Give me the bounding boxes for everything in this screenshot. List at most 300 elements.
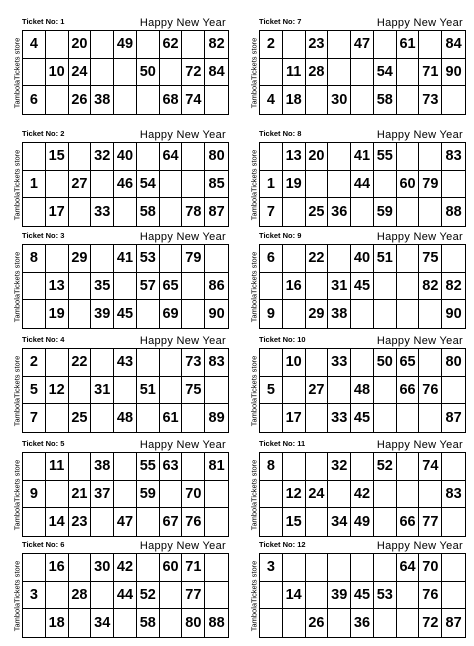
ticket-cell: 11 xyxy=(283,59,306,87)
ticket-cell xyxy=(69,377,92,405)
ticket-cell: 81 xyxy=(205,453,228,481)
ticket-cell: 83 xyxy=(442,143,465,171)
ticket-cell xyxy=(397,300,420,328)
ticket-cell: 62 xyxy=(160,31,183,59)
ticket-cell: 82 xyxy=(419,273,442,301)
ticket-cell: 18 xyxy=(46,609,69,637)
ticket-cell: 3 xyxy=(260,554,283,582)
ticket-cell xyxy=(137,404,160,432)
ticket-cell xyxy=(397,273,420,301)
ticket-cell xyxy=(283,245,306,273)
ticket-cell xyxy=(260,481,283,509)
ticket-cell xyxy=(306,86,329,114)
ticket-cell xyxy=(160,171,183,199)
ticket-cell: 77 xyxy=(182,582,205,610)
ticket-cell: 11 xyxy=(46,453,69,481)
ticket-cell xyxy=(328,481,351,509)
ticket-cell: 18 xyxy=(283,86,306,114)
ticket-cell xyxy=(160,377,183,405)
ticket-cell: 72 xyxy=(182,59,205,87)
ticket-greeting: Happy New Year xyxy=(376,17,463,29)
ticket-cell: 89 xyxy=(208,410,225,427)
ticket-cell: 22 xyxy=(306,245,329,273)
ticket-cell: 52 xyxy=(374,453,397,481)
ticket-cell xyxy=(397,198,420,226)
ticket-cell: 45 xyxy=(351,404,374,432)
ticket-cell xyxy=(46,349,69,377)
ticket-cell: 32 xyxy=(328,453,351,481)
ticket-cell: 43 xyxy=(114,349,137,377)
ticket-cell: 57 xyxy=(137,273,160,301)
ticket-cell xyxy=(351,86,374,114)
ticket-cell: 13 xyxy=(283,143,306,171)
ticket-cell xyxy=(69,453,92,481)
ticket-greeting: Happy New Year xyxy=(139,335,226,347)
ticket-10 xyxy=(249,438,466,537)
ticket-cell: 55 xyxy=(374,143,397,171)
ticket-cell: 33 xyxy=(328,349,351,377)
ticket-greeting: Happy New Year xyxy=(139,540,226,552)
ticket-cell xyxy=(182,143,205,171)
ticket-cell: 87 xyxy=(445,410,462,427)
ticket-cell: 45 xyxy=(114,300,137,328)
ticket-side-label xyxy=(249,30,259,115)
ticket-cell: 19 xyxy=(46,300,69,328)
ticket-cell: 74 xyxy=(419,453,442,481)
ticket-cell: 84 xyxy=(442,31,465,59)
ticket-grid xyxy=(22,30,229,115)
ticket-number: Ticket No: 11 xyxy=(259,439,306,448)
ticket-cell xyxy=(397,143,420,171)
ticket-cell xyxy=(306,508,329,536)
ticket-cell: 13 xyxy=(46,273,69,301)
ticket-7 xyxy=(12,334,229,433)
ticket-cell: 75 xyxy=(182,377,205,405)
ticket-grid xyxy=(259,553,466,638)
ticket-cell: 72 xyxy=(419,609,442,637)
ticket-cell: 33 xyxy=(91,198,114,226)
ticket-cell xyxy=(283,554,306,582)
ticket-cell xyxy=(306,554,329,582)
ticket-cell: 59 xyxy=(374,198,397,226)
ticket-cell xyxy=(351,59,374,87)
ticket-number: Ticket No: 10 xyxy=(259,335,306,344)
ticket-cell xyxy=(328,245,351,273)
ticket-cell xyxy=(397,245,420,273)
ticket-cell xyxy=(91,349,114,377)
ticket-cell: 36 xyxy=(328,198,351,226)
ticket-cell xyxy=(69,273,92,301)
ticket-cell: 16 xyxy=(46,554,69,582)
ticket-cell: 65 xyxy=(397,349,420,377)
ticket-cell: 1 xyxy=(260,171,283,199)
ticket-cell: 80 xyxy=(205,143,228,171)
ticket-cell: 34 xyxy=(91,609,114,637)
ticket-cell xyxy=(328,554,351,582)
ticket-cell xyxy=(205,582,228,610)
ticket-cell: 28 xyxy=(69,582,92,610)
ticket-cell xyxy=(69,554,92,582)
ticket-greeting: Happy New Year xyxy=(376,540,463,552)
ticket-cell xyxy=(160,582,183,610)
ticket-cell: 74 xyxy=(182,86,205,114)
ticket-cell: 19 xyxy=(283,171,306,199)
ticket-cell xyxy=(328,609,351,637)
ticket-cell: 58 xyxy=(137,198,160,226)
ticket-number: Ticket No: 4 xyxy=(22,335,65,344)
ticket-grid xyxy=(259,30,466,115)
ticket-cell xyxy=(397,582,420,610)
ticket-cell xyxy=(374,171,397,199)
ticket-cell xyxy=(23,554,46,582)
ticket-header xyxy=(22,539,229,553)
ticket-cell xyxy=(114,273,137,301)
ticket-cell xyxy=(205,481,228,509)
ticket-cell xyxy=(328,143,351,171)
ticket-cell xyxy=(351,300,374,328)
ticket-cell xyxy=(328,31,351,59)
ticket-cell: 21 xyxy=(69,481,92,509)
ticket-cell: 59 xyxy=(137,481,160,509)
ticket-cell: 49 xyxy=(351,508,374,536)
ticket-header xyxy=(259,334,466,348)
ticket-cell: 26 xyxy=(306,609,329,637)
ticket-cell: 4 xyxy=(260,86,283,114)
ticket-cell xyxy=(419,300,442,328)
ticket-cell: 51 xyxy=(374,245,397,273)
ticket-cell: 47 xyxy=(351,31,374,59)
ticket-cell: 44 xyxy=(114,582,137,610)
ticket-cell xyxy=(397,481,420,509)
ticket-cell: 82 xyxy=(442,273,465,301)
ticket-cell xyxy=(114,86,137,114)
ticket-cell xyxy=(442,508,465,536)
ticket-cell: 4 xyxy=(23,31,46,59)
side-label-text: TambolaTickets store xyxy=(249,251,259,322)
ticket-side-label xyxy=(12,553,22,638)
ticket-cell: 38 xyxy=(91,86,114,114)
ticket-greeting: Happy New Year xyxy=(376,129,463,141)
ticket-greeting: Happy New Year xyxy=(139,231,226,243)
ticket-header xyxy=(259,539,466,553)
ticket-12 xyxy=(249,539,466,638)
ticket-cell: 71 xyxy=(419,59,442,87)
ticket-cell xyxy=(46,481,69,509)
ticket-cell xyxy=(137,508,160,536)
ticket-cell: 88 xyxy=(208,615,225,632)
ticket-grid xyxy=(259,348,466,433)
ticket-header xyxy=(22,334,229,348)
ticket-cell: 85 xyxy=(205,171,228,199)
ticket-cell xyxy=(114,198,137,226)
ticket-header xyxy=(259,16,466,30)
ticket-cell xyxy=(306,273,329,301)
ticket-side-label xyxy=(12,142,22,227)
ticket-cell: 48 xyxy=(351,377,374,405)
ticket-cell: 44 xyxy=(351,171,374,199)
ticket-cell xyxy=(283,377,306,405)
ticket-cell xyxy=(283,453,306,481)
ticket-cell xyxy=(23,609,46,637)
ticket-cell: 63 xyxy=(160,453,183,481)
ticket-cell: 28 xyxy=(306,59,329,87)
ticket-grid xyxy=(259,142,466,227)
ticket-grid xyxy=(22,452,229,537)
ticket-cell: 69 xyxy=(160,300,183,328)
ticket-cell: 47 xyxy=(114,508,137,536)
ticket-cell xyxy=(182,300,205,328)
ticket-cell xyxy=(374,300,397,328)
ticket-side-label xyxy=(12,348,22,433)
ticket-cell xyxy=(114,377,137,405)
ticket-cell: 38 xyxy=(91,453,114,481)
ticket-cell xyxy=(260,349,283,377)
ticket-cell: 7 xyxy=(23,404,46,432)
ticket-cell xyxy=(442,582,465,610)
ticket-number: Ticket No: 9 xyxy=(259,231,302,240)
ticket-cell: 24 xyxy=(69,59,92,87)
ticket-cell: 29 xyxy=(306,300,329,328)
ticket-cell xyxy=(283,198,306,226)
ticket-6 xyxy=(249,230,466,329)
ticket-cell xyxy=(283,609,306,637)
ticket-cell: 25 xyxy=(69,404,92,432)
ticket-grid xyxy=(22,553,229,638)
ticket-cell: 87 xyxy=(445,615,462,632)
ticket-header xyxy=(22,230,229,244)
ticket-cell: 10 xyxy=(46,59,69,87)
ticket-cell: 80 xyxy=(182,609,205,637)
ticket-cell: 61 xyxy=(160,404,183,432)
ticket-cell xyxy=(23,59,46,87)
ticket-cell xyxy=(182,171,205,199)
side-label-text: TambolaTickets store xyxy=(12,251,22,322)
ticket-8 xyxy=(249,334,466,433)
ticket-cell: 60 xyxy=(397,171,420,199)
ticket-cell: 15 xyxy=(46,143,69,171)
side-label-text: TambolaTickets store xyxy=(12,459,22,530)
ticket-cell: 14 xyxy=(46,508,69,536)
ticket-1 xyxy=(12,16,229,115)
ticket-cell: 40 xyxy=(114,143,137,171)
ticket-cell: 17 xyxy=(283,404,306,432)
ticket-header xyxy=(22,128,229,142)
ticket-cell xyxy=(351,554,374,582)
ticket-cell: 66 xyxy=(397,508,420,536)
ticket-cell: 33 xyxy=(328,404,351,432)
ticket-cell xyxy=(91,404,114,432)
ticket-cell xyxy=(137,300,160,328)
ticket-cell: 3 xyxy=(23,582,46,610)
ticket-number: Ticket No: 3 xyxy=(22,231,65,240)
ticket-side-label xyxy=(249,142,259,227)
ticket-cell xyxy=(137,31,160,59)
ticket-cell xyxy=(46,404,69,432)
ticket-cell: 10 xyxy=(283,349,306,377)
ticket-cell xyxy=(442,245,465,273)
ticket-cell: 25 xyxy=(306,198,329,226)
ticket-cell: 29 xyxy=(69,245,92,273)
ticket-cell: 12 xyxy=(46,377,69,405)
ticket-cell: 5 xyxy=(23,377,46,405)
ticket-side-label xyxy=(249,244,259,329)
ticket-cell: 26 xyxy=(69,86,92,114)
side-label-text: TambolaTickets store xyxy=(12,149,22,220)
ticket-cell: 90 xyxy=(208,306,225,323)
ticket-cell xyxy=(160,59,183,87)
ticket-cell xyxy=(442,171,465,199)
ticket-grid xyxy=(22,142,229,227)
side-label-text: TambolaTickets store xyxy=(249,560,259,631)
ticket-cell xyxy=(306,453,329,481)
ticket-cell: 60 xyxy=(160,554,183,582)
ticket-cell: 68 xyxy=(160,86,183,114)
ticket-cell: 76 xyxy=(419,377,442,405)
ticket-cell xyxy=(328,59,351,87)
ticket-cell: 87 xyxy=(208,204,225,221)
ticket-cell xyxy=(419,481,442,509)
ticket-cell xyxy=(374,273,397,301)
ticket-cell: 23 xyxy=(69,508,92,536)
ticket-cell: 70 xyxy=(419,554,442,582)
ticket-cell: 2 xyxy=(260,31,283,59)
ticket-cell: 41 xyxy=(351,143,374,171)
ticket-cell xyxy=(160,245,183,273)
ticket-cell xyxy=(351,198,374,226)
ticket-cell xyxy=(69,143,92,171)
ticket-cell: 54 xyxy=(374,59,397,87)
ticket-cell: 90 xyxy=(445,306,462,323)
ticket-cell: 83 xyxy=(442,481,465,509)
ticket-cell: 48 xyxy=(114,404,137,432)
ticket-cell xyxy=(306,404,329,432)
ticket-cell xyxy=(23,453,46,481)
ticket-cell: 66 xyxy=(397,377,420,405)
ticket-cell xyxy=(114,481,137,509)
ticket-cell xyxy=(328,171,351,199)
ticket-cell: 53 xyxy=(137,245,160,273)
ticket-cell: 27 xyxy=(69,171,92,199)
ticket-cell xyxy=(374,508,397,536)
ticket-cell xyxy=(91,582,114,610)
ticket-number: Ticket No: 8 xyxy=(259,129,302,138)
ticket-cell: 55 xyxy=(137,453,160,481)
ticket-cell: 31 xyxy=(91,377,114,405)
ticket-cell: 73 xyxy=(182,349,205,377)
ticket-header xyxy=(22,16,229,30)
ticket-greeting: Happy New Year xyxy=(139,129,226,141)
side-label-text: TambolaTickets store xyxy=(249,37,259,108)
ticket-cell xyxy=(160,198,183,226)
ticket-cell: 30 xyxy=(328,86,351,114)
side-label-text: TambolaTickets store xyxy=(12,355,22,426)
ticket-cell xyxy=(46,86,69,114)
ticket-cell xyxy=(260,508,283,536)
ticket-header xyxy=(259,438,466,452)
ticket-cell: 50 xyxy=(374,349,397,377)
ticket-cell xyxy=(419,143,442,171)
ticket-cell: 6 xyxy=(260,245,283,273)
ticket-cell xyxy=(283,31,306,59)
ticket-cell xyxy=(137,143,160,171)
ticket-cell: 39 xyxy=(328,582,351,610)
ticket-cell xyxy=(260,582,283,610)
ticket-greeting: Happy New Year xyxy=(376,439,463,451)
ticket-cell xyxy=(46,582,69,610)
ticket-cell xyxy=(442,377,465,405)
ticket-cell xyxy=(46,31,69,59)
side-label-text: TambolaTickets store xyxy=(249,355,259,426)
ticket-cell xyxy=(306,171,329,199)
side-label-text: TambolaTickets store xyxy=(249,459,259,530)
ticket-cell: 53 xyxy=(374,582,397,610)
ticket-number: Ticket No: 7 xyxy=(259,17,302,26)
ticket-side-label xyxy=(249,348,259,433)
ticket-cell xyxy=(260,609,283,637)
ticket-2 xyxy=(249,16,466,115)
ticket-cell: 84 xyxy=(205,59,228,87)
ticket-cell xyxy=(23,198,46,226)
ticket-cell xyxy=(442,86,465,114)
ticket-cell xyxy=(137,86,160,114)
ticket-cell: 24 xyxy=(306,481,329,509)
ticket-cell xyxy=(182,31,205,59)
ticket-cell: 73 xyxy=(419,86,442,114)
ticket-cell xyxy=(397,86,420,114)
ticket-cell xyxy=(160,349,183,377)
side-label-text: TambolaTickets store xyxy=(249,149,259,220)
ticket-cell xyxy=(91,245,114,273)
ticket-cell xyxy=(374,404,397,432)
ticket-cell xyxy=(442,554,465,582)
ticket-cell: 40 xyxy=(351,245,374,273)
ticket-header xyxy=(259,230,466,244)
ticket-cell xyxy=(23,273,46,301)
ticket-cell: 6 xyxy=(23,86,46,114)
ticket-cell: 76 xyxy=(419,582,442,610)
ticket-cell xyxy=(419,198,442,226)
ticket-cell: 61 xyxy=(397,31,420,59)
ticket-cell: 41 xyxy=(114,245,137,273)
ticket-cell: 36 xyxy=(351,609,374,637)
ticket-cell xyxy=(69,609,92,637)
ticket-cell: 90 xyxy=(442,59,465,87)
ticket-cell xyxy=(260,404,283,432)
ticket-cell: 49 xyxy=(114,31,137,59)
ticket-cell: 34 xyxy=(328,508,351,536)
ticket-cell xyxy=(306,582,329,610)
ticket-cell: 37 xyxy=(91,481,114,509)
ticket-number: Ticket No: 1 xyxy=(22,17,65,26)
ticket-greeting: Happy New Year xyxy=(376,335,463,347)
ticket-number: Ticket No: 6 xyxy=(22,540,65,549)
ticket-cell xyxy=(374,481,397,509)
ticket-cell xyxy=(419,31,442,59)
ticket-cell: 77 xyxy=(419,508,442,536)
ticket-cell: 78 xyxy=(182,198,205,226)
ticket-cell xyxy=(160,481,183,509)
ticket-grid xyxy=(259,452,466,537)
ticket-side-label xyxy=(249,452,259,537)
ticket-cell xyxy=(306,349,329,377)
ticket-cell: 79 xyxy=(182,245,205,273)
ticket-cell xyxy=(91,59,114,87)
ticket-cell xyxy=(205,377,228,405)
ticket-cell xyxy=(91,171,114,199)
ticket-cell xyxy=(91,508,114,536)
ticket-number: Ticket No: 5 xyxy=(22,439,65,448)
ticket-cell: 50 xyxy=(137,59,160,87)
